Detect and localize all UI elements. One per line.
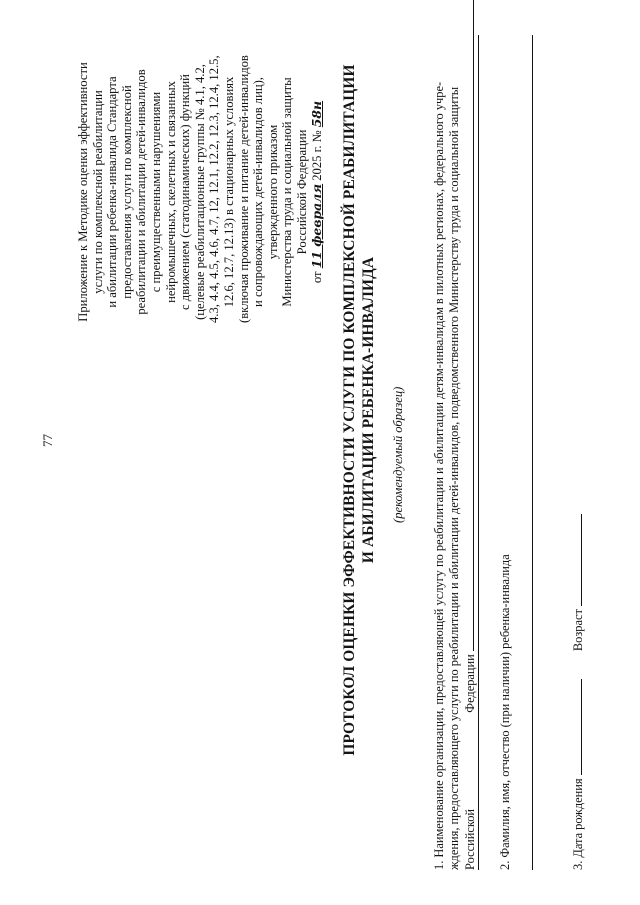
section-organization (432, 30, 477, 870)
section1-word-2: Федерации (462, 654, 477, 713)
section1-line-2: ждения, предоставляющего услуги по реабилитации и абилитации детей-инвалидов, подведомственного Министерству труда и социальной защиты (446, 86, 461, 870)
organization-name-field-continued[interactable] (478, 35, 479, 870)
birth-date-label: 3. Дата рождения (571, 778, 585, 870)
appendix-line: нейромышечных, скелетных и связанных (163, 81, 178, 303)
appendix-line: 12.6, 12.7, 12.13) в стационарных условиях (221, 76, 236, 308)
organization-name-field[interactable] (462, 0, 474, 651)
order-year: 2025 г. № (309, 130, 324, 181)
title-line-2: И АБИЛИТАЦИИ РЕБЕНКА-ИНВАЛИДА (360, 256, 377, 564)
page-number: 77 (40, 434, 55, 447)
appendix-line: Министерства труда и социальной защиты (280, 77, 295, 307)
order-date-handwritten: 11 февраля (308, 183, 324, 269)
age-field[interactable] (570, 514, 582, 606)
appendix-line: предоставления услуги по комплексной (119, 85, 134, 299)
appendix-line: Приложение к Методике оценки эффективности (76, 62, 90, 322)
title-line-1: ПРОТОКОЛ ОЦЕНКИ ЭФФЕКТИВНОСТИ УСЛУГИ ПО КОМПЛЕКСНОЙ РЕАБИЛИТАЦИИ (341, 64, 358, 756)
appendix-line: и абилитации ребенка-инвалида Стандарта (105, 76, 120, 308)
appendix-line: и сопровождающих детей-инвалидов лиц), (251, 77, 266, 307)
appendix-line: с преимущественными нарушениями (148, 91, 163, 293)
section-birth-date (570, 514, 586, 870)
appendix-block (76, 55, 324, 323)
appendix-line: услуги по комплексной реабилитации (90, 90, 105, 294)
appendix-line: (целевые реабилитационные группы № 4.1, 4.2, (192, 64, 207, 320)
appendix-line: Российской Федерации (294, 129, 309, 255)
order-reference (310, 61, 325, 323)
appendix-line: утвержденного приказом (265, 124, 280, 260)
order-number-handwritten: 58н (308, 100, 324, 128)
appendix-line: 4.3, 4.4, 4.5, 4.6, 4.7, 12, 12.1, 12.2, 12.3, 12.4, 12.5, (207, 55, 222, 323)
section1-line-3 (462, 30, 478, 870)
section1-line-1: 1. Наименование организации, предоставляющей услугу по реабилитации и абилитации детям-инвалидам в пилотных регионах, федерального учре- (432, 81, 446, 870)
section-child-name: 2. Фамилия, имя, отчество (при наличии) ребенка-инвалида (498, 554, 512, 870)
age-label: Возраст (571, 609, 585, 652)
document-title (340, 25, 378, 795)
appendix-line: с движением (статодинамических) функций (178, 74, 193, 310)
appendix-line: (включая проживание и питание детей-инвалидов (236, 55, 251, 323)
birth-date-field[interactable] (570, 679, 582, 775)
child-name-field[interactable] (532, 35, 533, 870)
section1-word-1: Российской (462, 808, 477, 870)
appendix-line: реабилитации и абилитации детей-инвалидов (134, 69, 149, 315)
order-prefix: от (309, 271, 324, 284)
document-subtitle: (рекомендуемый образец) (391, 386, 405, 523)
